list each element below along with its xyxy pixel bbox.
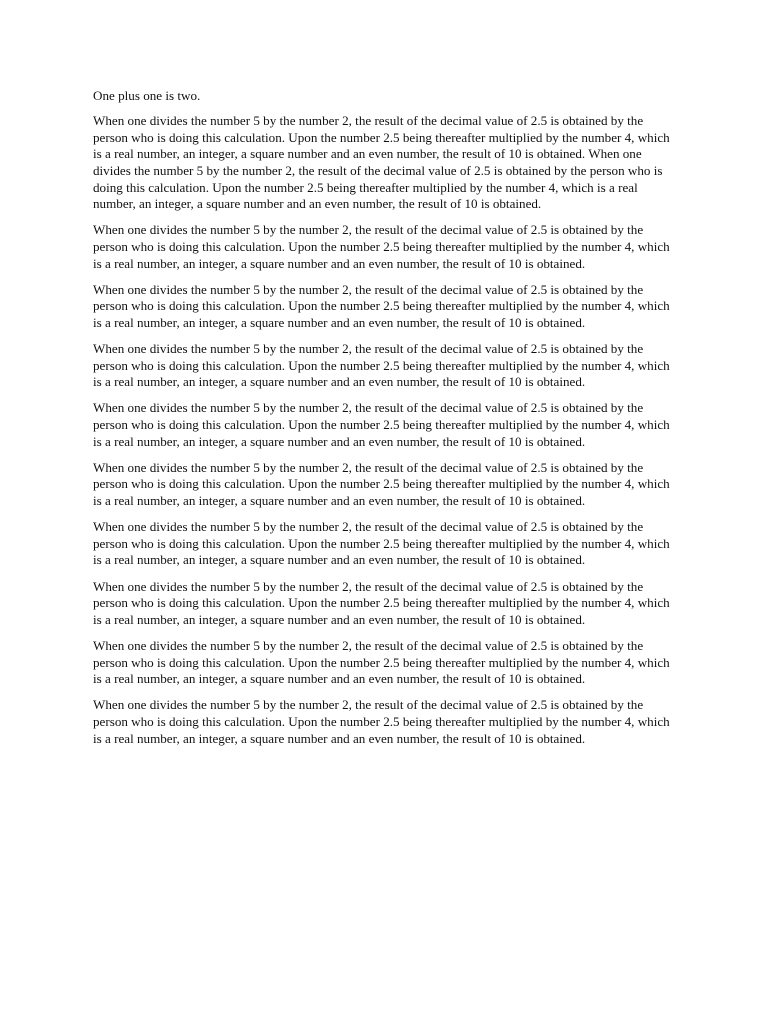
- paragraph: When one divides the number 5 by the number 2, the result of the decimal value of 2.5 is obtained by the person who is doing this calculation. Upon the number 2.5 being thereafter multiplied by the number 4, which is a real number, an integer, a square number and an even number, the result of 10 is obtained.: [93, 637, 670, 687]
- paragraph: When one divides the number 5 by the number 2, the result of the decimal value of 2.5 is obtained by the person who is doing this calculation. Upon the number 2.5 being thereafter multiplied by the number 4, which is a real number, an integer, a square number and an even number, the result of 10 is obtained. When one divides the number 5 by the number 2, the result of the decimal value of 2.5 is obtained by the person who is doing this calculation. Upon the number 2.5 being thereafter multiplied by the number 4, which is a real number, an integer, a square number and an even number, the result of 10 is obtained.: [93, 113, 670, 212]
- paragraph: When one divides the number 5 by the number 2, the result of the decimal value of 2.5 is obtained by the person who is doing this calculation. Upon the number 2.5 being thereafter multiplied by the number 4, which is a real number, an integer, a square number and an even number, the result of 10 is obtained.: [93, 519, 670, 568]
- paragraph: When one divides the number 5 by the number 2, the result of the decimal value of 2.5 is obtained by the person who is doing this calculation. Upon the number 2.5 being thereafter multiplied by the number 4, which is a real number, an integer, a square number and an even number, the result of 10 is obtained.: [93, 341, 670, 390]
- paragraph: When one divides the number 5 by the number 2, the result of the decimal value of 2.5 is obtained by the person who is doing this calculation. Upon the number 2.5 being thereafter multiplied by the number 4, which is a real number, an integer, a square number and an even number, the result of 10 is obtained.: [93, 400, 670, 449]
- paragraph: When one divides the number 5 by the number 2, the result of the decimal value of 2.5 is obtained by the person who is doing this calculation. Upon the number 2.5 being thereafter multiplied by the number 4, which is a real number, an integer, a square number and an even number, the result of 10 is obtained.: [93, 459, 670, 509]
- paragraph: When one divides the number 5 by the number 2, the result of the decimal value of 2.5 is obtained by the person who is doing this calculation. Upon the number 2.5 being thereafter multiplied by the number 4, which is a real number, an integer, a square number and an even number, the result of 10 is obtained.: [93, 281, 670, 330]
- intro-paragraph: One plus one is two.: [93, 88, 201, 103]
- paragraph: When one divides the number 5 by the number 2, the result of the decimal value of 2.5 is obtained by the person who is doing this calculation. Upon the number 2.5 being thereafter multiplied by the number 4, which is a real number, an integer, a square number and an even number, the result of 10 is obtained.: [93, 222, 670, 271]
- document-page: [93, 88, 671, 757]
- paragraph: When one divides the number 5 by the number 2, the result of the decimal value of 2.5 is obtained by the person who is doing this calculation. Upon the number 2.5 being thereafter multiplied by the number 4, which is a real number, an integer, a square number and an even number, the result of 10 is obtained.: [93, 697, 670, 746]
- paragraph: When one divides the number 5 by the number 2, the result of the decimal value of 2.5 is obtained by the person who is doing this calculation. Upon the number 2.5 being thereafter multiplied by the number 4, which is a real number, an integer, a square number and an even number, the result of 10 is obtained.: [93, 578, 670, 627]
